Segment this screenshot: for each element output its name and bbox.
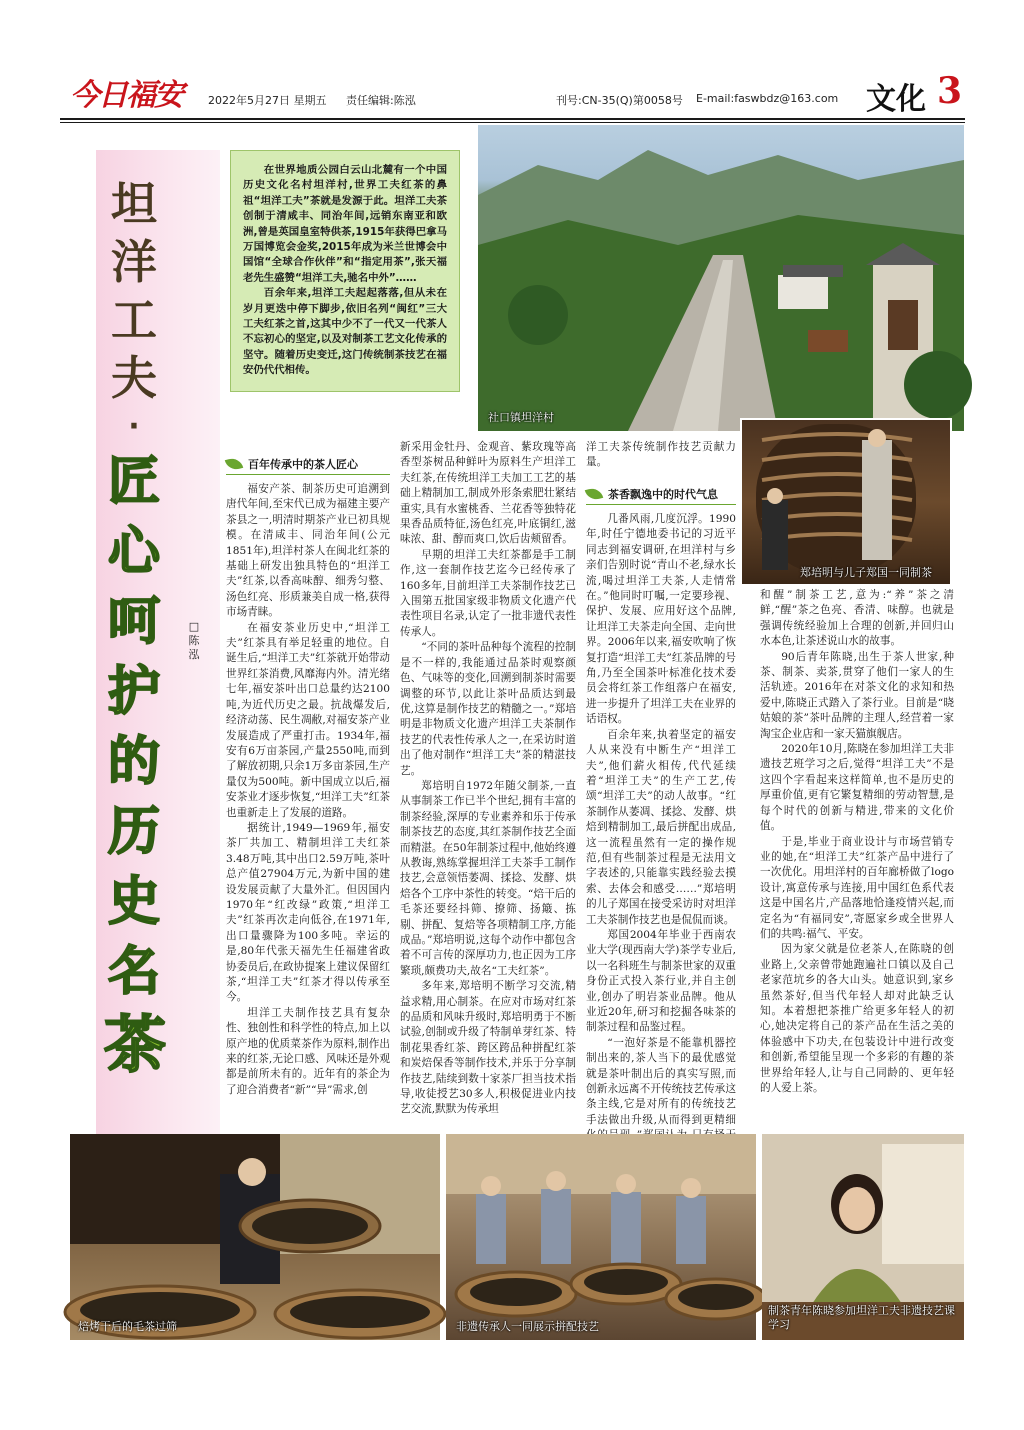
photo-caption: 焙烤干后的毛茶过筛: [78, 1320, 177, 1333]
article-paragraph: 百余年来,执着坚定的福安人从来没有中断生产“坦洋工夫”,他们薪火相传,代代延续着“坦洋工夫”的生产工艺,传颂“坦洋工夫”的动人故事。“红茶制作从萎凋、揉捻、发酵、烘焙到精制加工,最后拼配出成品,这一流程虽然有一定的操作规范,但有些制茶过程是无法用文字表述的,只能靠实践经验去摸索、去体会和感受……”郑培明的儿子郑国在接受采访时对坦洋工夫茶制作技艺也是侃侃而谈。: [586, 728, 736, 926]
article-paragraph: 在福安茶业历史中,“坦洋工夫”红茶具有举足轻重的地位。自诞生后,“坦洋工夫”红茶就开始带动世界红茶消费,风靡海内外。清光绪七年,福安茶叶出口总量约达2100吨,为近代历史之最。抗战爆发后,经济动荡、民生凋敝,对福安茶产业发展造成了严重打击。1934年,福安有6万亩茶园,产量2550吨,而到了解放初期,只余1万多亩茶园,生产量仅为500吨。新中国成立以后,福安茶业才逐步恢复,“坦洋工夫”红茶也重新走上了发展的道路。: [226, 621, 390, 819]
tea-leaf-icon: [585, 486, 604, 502]
issue-number: 刊号:CN-35(Q)第0058号: [556, 94, 683, 107]
section2-heading: [586, 486, 718, 502]
intro-paragraph: 在世界地质公园白云山北麓有一个中国历史文化名村坦洋村,世界工夫红茶的鼻祖“坦洋工夫”茶就是发源于此。坦洋工夫茶创制于清咸丰、同治年间,远销东南亚和欧洲,曾是英国皇室特供茶,1915年获得巴拿马万国博览会金奖,2015年成为米兰世博会中国馆“全球合作伙伴”和“指定用茶”,张天福老先生盛赞“坦洋工夫,驰名中外”……: [243, 164, 447, 284]
article-column-1: [226, 482, 390, 1132]
article-paragraph: 据统计,1949—1969年,福安茶厂共加工、精制坦洋工夫红茶3.48万吨,其中出口2.59万吨,茶叶总产值27904万元,为新中国的建设发展贡献了大量外汇。但因国内1970年“红改绿”政策,“坦洋工夫”红茶再次走向低谷,在1971年,出口量骤降为100多吨。幸运的是,80年代张天福先生任福建省政协委员后,在政协提案上建议保留红茶,“坦洋工夫”红茶才得以传承至今。: [226, 821, 390, 1004]
page-number: 3: [936, 70, 962, 112]
article-paragraph: 郑培明自1972年随父制茶,一直从事制茶工作已半个世纪,拥有丰富的制茶经验,深厚的专业素养和乐于传承制茶技艺的态度,其红茶制作技艺全面而精湛。在50年制茶过程中,他始终遵从教诲,熟练掌握坦洋工夫茶手工制作技艺,会意领悟萎凋、揉捻、发酵、烘焙各个工序中茶性的转变。“焙干后的毛茶还要经抖筛、撩筛、扬簸、拣剔、拼配、复焙等各项精制工序,方能成品。”郑培明说,这每个动作中都包含着不可言传的深厚功力,也正因为工序繁琐,颇费功夫,故名“工夫红茶”。: [400, 779, 576, 977]
article-paragraph: 福安产茶、制茶历史可追溯到唐代年间,至宋代已成为福建主要产茶县之一,明清时期茶产业已初具规模。在清咸丰、同治年间(公元1851年),坦洋村茶人在闽北红茶的基础上研发出独具特色的“坦洋工夫”红茶,以香高味醇、细秀匀整、汤色红亮、形质兼美自成一格,获得市场青睐。: [226, 483, 390, 619]
headline-part2: 匠心呵护的历史名: [107, 452, 160, 1002]
newspaper-logo: 今日福安: [70, 78, 182, 113]
section1-title: 百年传承中的茶人匠心: [248, 458, 358, 471]
author-byline: □陈泓: [188, 620, 200, 661]
article-paragraph: 早期的坦洋工夫红茶都是手工制作,这一套制作技艺迄今已经传承了160多年,目前坦洋工夫茶制作技艺已入围第五批国家级非物质文化遗产代表性项目名录,认定了一批非遗代表性传承人。: [400, 548, 576, 638]
article-paragraph: 因为家父就是位老茶人,在陈晓的创业路上,父亲曾带她跑遍社口镇以及自己老家范坑乡的各大山头。她意识到,家乡虽然茶好,但当代年轻人却对此缺乏认知。本着想把茶推广给更多年轻人的初心,她决定将自己的茶产品在生活之美的体验感中下功夫,在包装设计中进行改变和创新,希望能呈现一个多彩的有趣的茶世界给年轻人,让与自己同龄的、更年轻的人爱上茶。: [760, 943, 954, 1094]
article-paragraph: 坦洋工夫制作技艺具有复杂性、独创性和科学性的特点,加上以原产地的优质菜茶作为原料,制作出来的红茶,无论口感、风味还是外观都是前所未有的。近年有的茶企为了迎合消费者“新”“异”需求,创: [226, 1006, 390, 1096]
article-column-4: [760, 588, 954, 1128]
article-paragraph: 洋工夫茶传统制作技艺贡献力量。: [586, 441, 736, 469]
issue-date: 2022年5月27日 星期五: [208, 94, 327, 107]
article-paragraph: 郑国2004年毕业于西南农业大学(现西南大学)茶学专业后,以一名科班生与制茶世家的双重身份正式投入茶行业,并自主创业,创办了明岩茶业品牌。他从业近20年,研习和挖掘各味茶的制茶过程和品鉴过程。: [586, 928, 736, 1034]
section2-underline: [586, 504, 736, 505]
contact-email: E-mail:faswbdz@163.com: [696, 92, 839, 105]
sieving-photo: [70, 1134, 440, 1340]
article-column-3-top: [586, 440, 736, 471]
article-paragraph: 多年来,郑培明不断学习交流,精益求精,用心制茶。在应对市场对红茶的品质和风味升级时,郑培明勇于不断试验,创制或升级了特制单芽红茶、特制花果香红茶、跨区跨品种拼配红茶和炭焙保香等制作技术,并乐于分享制作技艺,陆续到数十家茶厂担当技术指导,收徒授艺30多人,积极促进业内技艺交流,默默为传承坦: [400, 980, 576, 1116]
photo-caption: 非遗传承人一同展示拼配技艺: [456, 1320, 599, 1333]
headline-dot: ·: [128, 409, 140, 444]
section2-title: 茶香飘逸中的时代气息: [608, 488, 718, 501]
tea-student-photo: [762, 1134, 964, 1340]
photo-caption: 制茶青年陈晓参加坦洋工夫非遗技艺课学习: [768, 1304, 955, 1331]
article-column-2: [400, 440, 576, 1132]
intro-box: [230, 150, 460, 392]
article-paragraph: 和醒”制茶工艺,意为:“养”茶之清鲜,“醒”茶之色亮、香清、味醇。也就是强调传统经验加上合理的创新,并回归山水本色,让茶述说山水的故事。: [760, 589, 954, 648]
article-paragraph: 于是,毕业于商业设计与市场营销专业的她,在“坦洋工夫”红茶产品中进行了一次优化。用坦洋村的百年廊桥做了logo设计,寓意传承与连接,用中国红色系代表这是中国名片,产品落地恰逢疫情兴起,而定名为“有福同安”,寄愿家乡或全世界人们的共鸣:福气、平安。: [760, 835, 954, 940]
section1-heading: [226, 456, 358, 472]
photo-caption: 社口镇坦洋村: [488, 411, 554, 424]
article-paragraph: 几番风雨,几度沉浮。1990年,时任宁德地委书记的习近平同志到福安调研,在坦洋村与乡亲们告别时说“青山不老,绿水长流,喝过坦洋工夫茶,人走情常在。”他同时叮嘱,一定要珍视、保护、发展、应用好这个品牌,让坦洋工夫茶走向全国、走向世界。2006年以来,福安吹响了恢复打造“坦洋工夫”红茶品牌的号角,乃至全国茶叶标准化技术委员会将红茶工作组落户在福安,进一步提升了坦洋工夫在业界的话语权。: [586, 513, 736, 726]
section1-underline: [226, 474, 390, 475]
section-title: 文化: [866, 82, 926, 117]
article-paragraph: 2020年10月,陈晓在参加坦洋工夫非遗技艺班学习之后,觉得“坦洋工夫”不是这四个字看起来这样简单,也不是历史的厚重价值,更有它繁复精细的劳动智慧,是每个时代的创新与精进,带来的文化价值。: [760, 743, 954, 833]
tea-leaf-icon: [225, 456, 244, 472]
editor-credit: 责任编辑:陈泓: [346, 94, 416, 107]
photo-caption: 郑培明与儿子郑国一同制茶: [800, 566, 932, 579]
article-paragraph: “一泡好茶是不能靠机器控制出来的,茶人当下的最优感觉就是茶叶制出后的真实写照,而创新永远离不开传统技艺传承这条主线,它是对所有的传统技艺手法做出升级,从而得到更精细: [586, 1036, 736, 1126]
sieving-illustration: [70, 1134, 440, 1340]
article-paragraph: 新采用金牡丹、金观音、紫玫瑰等高香型茶树品种鲜叶为原料生产坦洋工夫红茶,在传统坦洋工夫加工工艺的基础上精制加工,制成外形条索肥壮紧结重实,具有水蜜桃香、兰花香等独特花果香品质特征,汤色红亮,叶底铜红,滋味浓、甜、醇而爽口,饮后齿颊留香。: [400, 441, 576, 546]
headline: [104, 175, 167, 1083]
article-column-3: [586, 512, 736, 1132]
masthead-rule-thin: [60, 122, 965, 123]
village-illustration: [478, 125, 964, 431]
article-paragraph: “不同的茶叶品种每个流程的控制是不一样的,我能通过品茶时观察颜色、气味等的变化,回溯到制茶时需要调整的环节,以此让茶叶品质达到最优,这算是制作技艺的精髓之一。”郑培明是非物质文化遗产坦洋工夫茶制作技艺的代表性传承人之一,在采访时道出了他对制作“坦洋工夫”茶的精湛技艺。: [400, 641, 576, 777]
masthead-rule: [60, 118, 965, 120]
workshop-photo: [740, 418, 952, 586]
headline-part1: 坦洋工夫: [111, 177, 157, 405]
blending-photo: [446, 1134, 756, 1340]
intro-paragraph: 百余年来,坦洋工夫起起落落,但从未在岁月更迭中停下脚步,依旧名列“闽红”三大工夫红茶之首,这其中少不了一代又一代茶人不忘初心的坚定,以及对制茶工艺文化传承的坚守。随着历史变迁,这门传统制茶技艺在福安仍代代相传。: [243, 287, 447, 377]
workshop-illustration: [742, 420, 950, 584]
article-paragraph: 90后青年陈晓,出生于茶人世家,种茶、制茶、卖茶,贯穿了他们一家人的生活轨迹。2016年在对茶文化的求知和热爱中,陈晓正式踏入了茶行业。目前是“晓姑娘的茶”茶叶品牌的主理人,经营着一家淘宝企业店和一家天猫旗舰店。: [760, 650, 954, 740]
blending-illustration: [446, 1134, 756, 1340]
headline-last-char: 茶: [104, 1008, 167, 1081]
village-photo: [478, 125, 964, 431]
